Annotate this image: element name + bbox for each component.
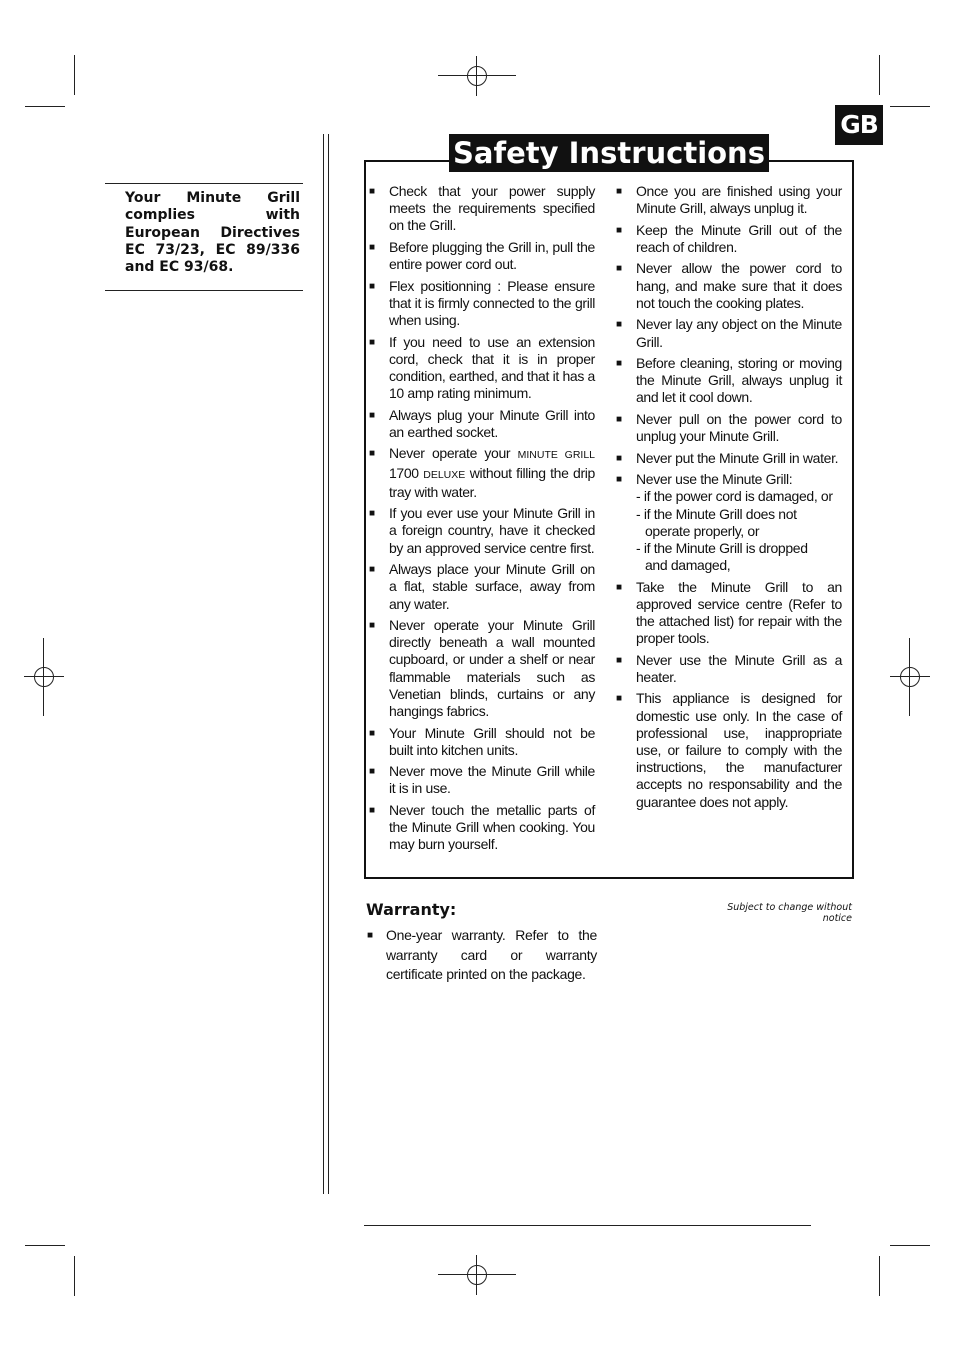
item-text: Never operate your Minute Grill directly beneath a wall mounted cupboard, or under a shelf or near flammable materials such as Venetian blinds, curtains or any hangings fabrics. [389,617,595,720]
bullet-icon: ■ [369,409,375,421]
item-text: Never use the Minute Grill as a heater. [636,651,842,685]
warranty-list [363,926,597,985]
language-badge: GB [835,105,883,145]
safety-list-left [365,183,595,858]
crop-mark [74,55,75,95]
product-model: 1700 [389,464,419,481]
item-text: This appliance is designed for domestic use only. In the case of professional use, inappropriate use, or failure to comply with the instructions, the manufacturer accepts no responsability and the guarantee does not apply. [636,690,842,810]
bullet-icon: ■ [616,474,622,486]
bullet-icon: ■ [369,564,375,576]
bullet-icon: ■ [369,186,375,197]
crop-mark [890,1245,930,1246]
list-item [365,445,595,501]
list-item [612,652,842,686]
product-name: MINUTE GRILL [517,449,595,462]
sub-item: and damaged, [645,557,731,574]
item-text: Never put the Minute Grill in water. [636,449,839,466]
list-item [612,471,842,574]
item-text: Take the Minute Grill to an approved service centre (Refer to the attached list) for repair with the proper tools. [636,578,842,647]
sub-item: - if the Minute Grill is dropped [636,539,808,556]
bullet-icon: ■ [616,452,622,464]
item-text: Never pull on the power cord to unplug your Minute Grill. [636,410,842,445]
safety-list-right [612,183,842,815]
list-item [365,505,595,557]
bullet-icon: ■ [369,804,375,816]
crop-mark [74,1256,75,1296]
list-item [612,411,842,445]
crop-mark [890,106,930,107]
list-item [363,926,597,985]
list-item [612,316,842,350]
bullet-icon: ■ [616,358,622,370]
list-item [365,617,595,720]
footer-rule [364,1225,811,1226]
bullet-icon: ■ [369,727,375,739]
list-item [365,407,595,441]
list-item [612,579,842,648]
item-text: One-year warranty. Refer to the warranty card or warranty certificate printed on the package. [386,927,597,982]
sub-item: operate properly, or [645,522,760,539]
compliance-text: Your Minute Grill complies with European Directives EC 73/23, EC 89/336 and EC 93/68. [125,190,300,276]
list-item [365,802,595,854]
list-item [365,183,595,235]
divider [323,134,324,1194]
item-text: Never allow the power cord to hang, and make sure that it does not touch the cooking plates. [636,260,842,311]
bullet-icon: ■ [369,620,375,632]
list-item [365,239,595,273]
bullet-icon: ■ [616,654,622,666]
list-item [365,334,595,403]
warranty-heading: Warranty: [366,900,457,919]
registration-mark-icon [24,657,64,697]
item-text: Your Minute Grill should not be built into kitchen units. [389,724,595,758]
sub-item: - if the power cord is damaged, or [636,488,833,505]
bullet-icon: ■ [369,336,375,348]
item-text: Check that your power supply meets the requirements specified on the Grill. [389,183,595,234]
divider [328,134,329,1194]
bullet-icon: ■ [616,319,622,331]
item-text: Never operate your [389,445,511,462]
bullet-icon: ■ [616,224,622,236]
bullet-icon: ■ [369,280,375,292]
item-text: Never move the Minute Grill while it is in use. [389,763,595,797]
list-item [365,278,595,330]
item-text: Never lay any object on the Minute Grill. [636,316,842,350]
bullet-icon: ■ [616,263,622,275]
item-text: Once you are finished using your Minute Grill, always unplug it. [636,183,842,217]
item-text: Flex positionning : Please ensure that it is firmly connected to the grill when using. [389,277,595,329]
bullet-icon: ■ [369,241,375,253]
crop-mark [879,1256,880,1296]
bullet-icon: ■ [616,581,622,593]
registration-mark-icon [890,657,930,697]
list-item [612,690,842,810]
change-notice: Subject to change without notice [727,902,852,924]
item-text: without filling the drip tray with water. [389,464,595,500]
item-text: Before cleaning, storing or moving the Minute Grill, always unplug it and let it cool down. [636,355,842,406]
list-item [612,355,842,407]
item-text: If you ever use your Minute Grill in a foreign country, have it checked by an approved service centre first. [389,505,595,556]
bullet-icon: ■ [616,693,622,705]
item-text: Before plugging the Grill in, pull the entire power cord out. [389,238,595,273]
bullet-icon: ■ [369,766,375,778]
bullet-icon: ■ [616,186,622,197]
list-item [365,561,595,613]
list-item [612,222,842,256]
registration-mark-icon [457,56,497,96]
product-edition: DELUXE [423,468,466,481]
registration-mark-icon [457,1255,497,1295]
crop-mark [879,55,880,95]
bullet-icon: ■ [616,413,622,425]
item-text: Keep the Minute Grill out of the reach of children. [636,221,842,255]
bullet-icon: ■ [369,508,375,520]
bullet-icon: ■ [367,930,373,941]
list-item [365,725,595,759]
list-item [612,450,842,467]
list-item [612,260,842,312]
sub-item: - if the Minute Grill does not [636,505,797,522]
item-text: Never touch the metallic parts of the Minute Grill when cooking. You may burn yourself. [389,801,595,853]
page-title: Safety Instructions [449,134,769,172]
item-text: Always place your Minute Grill on a flat, stable surface, away from any water. [389,561,595,612]
item-text: If you need to use an extension cord, check that it is in proper condition, earthed, and that it has a 10 amp rating minimum. [389,333,595,402]
list-item [365,763,595,797]
crop-mark [25,1245,65,1246]
compliance-note [105,183,303,291]
item-text: Always plug your Minute Grill into an earthed socket. [389,406,595,440]
bullet-icon: ■ [369,448,375,460]
item-text: Never use the Minute Grill: [636,471,793,488]
crop-mark [25,106,65,107]
list-item [612,183,842,217]
